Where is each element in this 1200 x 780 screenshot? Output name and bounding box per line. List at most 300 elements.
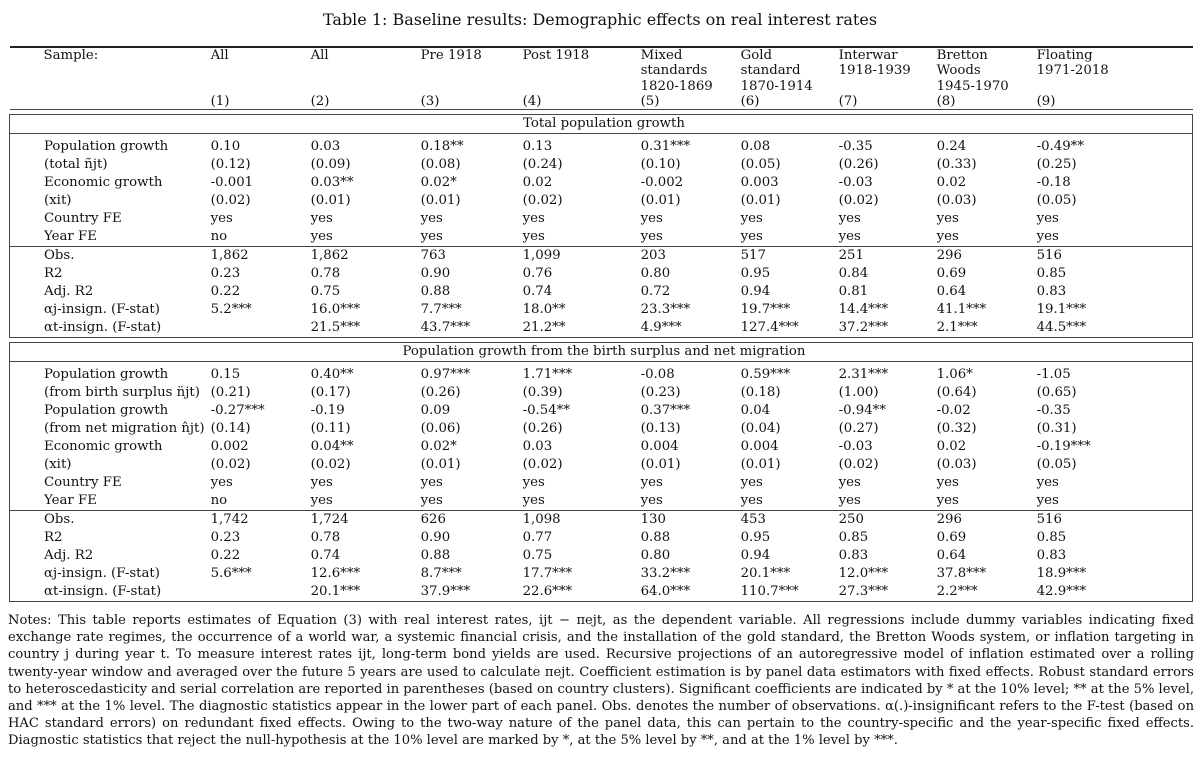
stat-cell: 0.64	[936, 548, 967, 564]
table-row	[10, 366, 1193, 384]
table-cell: no	[210, 229, 228, 245]
table-cell: -0.49**	[1031, 138, 1193, 156]
table-cell: (0.01)	[420, 457, 461, 473]
stat-cell: 20.1***	[305, 583, 415, 602]
stat-cell: 12.0***	[838, 566, 889, 582]
stat-cell: 0.78	[310, 530, 341, 546]
stat-cell: 250	[833, 511, 931, 530]
table-cell: -0.03	[838, 175, 873, 191]
table-cell: 0.004	[740, 439, 779, 455]
column-header: Bretton	[931, 47, 1031, 63]
table-cell: 0.59***	[740, 367, 791, 383]
table-cell: (1.00)	[838, 385, 879, 401]
table-row	[10, 438, 1193, 456]
stat-label: Obs.	[10, 247, 205, 266]
table-cell: (0.14)	[210, 421, 251, 437]
table-row	[10, 228, 1193, 247]
table-cell: yes	[310, 229, 333, 245]
stat-row	[10, 319, 1193, 338]
table-cell: yes	[420, 493, 443, 509]
stat-cell: 0.83	[1031, 283, 1193, 301]
stat-cell: 130	[635, 511, 735, 530]
table-row	[10, 456, 1193, 474]
column-header: Interwar	[833, 47, 931, 63]
table-cell: -0.27***	[210, 403, 265, 419]
stat-cell: 1,099	[517, 247, 635, 266]
stat-cell: 2.2***	[931, 583, 1031, 602]
stat-label: Obs.	[10, 511, 205, 530]
stat-cell: 0.80	[640, 266, 671, 282]
column-number: (7)	[833, 94, 931, 110]
stat-cell: 0.95	[740, 266, 771, 282]
column-header: Woods	[936, 63, 981, 79]
stat-row	[10, 511, 1193, 530]
stat-cell: 33.2***	[640, 566, 691, 582]
row-label: (from net migration n̂jt)	[10, 420, 205, 438]
column-header: standard	[740, 63, 801, 79]
stat-cell: 763	[415, 247, 517, 266]
table-cell: -0.19***	[1031, 438, 1193, 456]
stat-row	[10, 265, 1193, 283]
stat-cell: 14.4***	[838, 302, 889, 318]
table-row	[10, 192, 1193, 210]
table-cell: (0.02)	[838, 193, 879, 209]
table-cell: yes	[522, 229, 545, 245]
stat-cell: 22.6***	[517, 583, 635, 602]
table-cell: 0.04**	[310, 439, 354, 455]
column-header: 1870-1914	[740, 78, 813, 94]
table-cell: 0.13	[522, 139, 553, 155]
stat-cell: 0.23	[210, 530, 241, 546]
header-label: Sample:	[10, 47, 205, 63]
table-cell: (0.17)	[310, 385, 351, 401]
table-cell: yes	[210, 211, 233, 227]
column-header: 1945-1970	[936, 78, 1009, 94]
stat-cell: 0.64	[936, 284, 967, 300]
table-cell: (0.25)	[1031, 156, 1193, 174]
table-cell: yes	[838, 475, 861, 491]
table-cell: yes	[522, 475, 545, 491]
table-cell: (0.31)	[1031, 420, 1193, 438]
stat-cell: 251	[833, 247, 931, 266]
row-label: Population growth	[10, 138, 205, 156]
panel-title: Population growth from the birth surplus and net migration	[10, 343, 1193, 362]
column-header: 1971-2018	[1036, 63, 1109, 79]
stat-cell: 27.3***	[833, 583, 931, 602]
row-label: (from birth surplus n̈jt)	[10, 384, 205, 402]
table-cell: (0.39)	[522, 385, 563, 401]
column-number: (2)	[305, 94, 415, 110]
table-cell: yes	[1031, 492, 1193, 511]
table-cell: (0.32)	[936, 421, 977, 437]
stat-cell: 0.83	[838, 548, 869, 564]
stat-cell: 0.72	[640, 284, 671, 300]
stat-cell: 20.1***	[740, 566, 791, 582]
stat-label: R2	[10, 265, 205, 283]
row-label: Economic growth	[10, 438, 205, 456]
column-number: (1)	[205, 94, 305, 110]
column-header: All	[205, 47, 305, 63]
table-cell: -0.03	[838, 439, 873, 455]
table-cell: -0.19	[310, 403, 345, 419]
stat-cell: 0.75	[310, 284, 341, 300]
table-cell: (0.02)	[210, 457, 251, 473]
panel-title: Total population growth	[10, 115, 1193, 134]
table-cell: yes	[522, 493, 545, 509]
row-label: Population growth	[10, 402, 205, 420]
stat-cell: 0.69	[936, 266, 967, 282]
stat-cell: 0.95	[740, 530, 771, 546]
stat-label: αt-insign. (F-stat)	[10, 583, 205, 602]
stat-cell: 0.94	[740, 548, 771, 564]
table-cell: (0.64)	[936, 385, 977, 401]
table-cell: yes	[522, 211, 545, 227]
stat-cell: 0.22	[210, 284, 241, 300]
table-cell: (0.01)	[310, 193, 351, 209]
stat-cell: 516	[1031, 511, 1193, 530]
column-header: Mixed	[635, 47, 735, 63]
table-cell: yes	[936, 211, 959, 227]
stat-cell: 16.0***	[310, 302, 361, 318]
table-cell: 0.03	[310, 139, 341, 155]
table-cell: 0.97***	[420, 367, 471, 383]
table-row	[10, 384, 1193, 402]
table-cell: yes	[640, 229, 663, 245]
table-row	[10, 402, 1193, 420]
table-cell: yes	[640, 211, 663, 227]
stat-row	[10, 565, 1193, 583]
table-cell: 0.09	[420, 403, 451, 419]
stat-cell: 18.0**	[522, 302, 566, 318]
table-row	[10, 420, 1193, 438]
table-cell: -0.02	[936, 403, 971, 419]
row-label: Population growth	[10, 366, 205, 384]
header-label	[10, 94, 205, 110]
stat-cell: 203	[635, 247, 735, 266]
table-cell: 0.08	[740, 139, 771, 155]
column-number: (6)	[735, 94, 833, 110]
stat-label: αj-insign. (F-stat)	[10, 565, 205, 583]
table-cell: 0.03	[522, 439, 553, 455]
header-row	[10, 79, 1193, 94]
table-cell: yes	[740, 211, 763, 227]
stat-cell: 37.2***	[833, 319, 931, 338]
table-cell: 0.37***	[640, 403, 691, 419]
table-cell: -0.35	[1031, 402, 1193, 420]
stat-cell: 41.1***	[936, 302, 987, 318]
table-cell: yes	[210, 475, 233, 491]
table-cell: yes	[838, 229, 861, 245]
column-header	[205, 63, 305, 78]
table-cell: yes	[310, 493, 333, 509]
stat-row	[10, 583, 1193, 602]
stat-cell: 12.6***	[310, 566, 361, 582]
table-cell: 0.003	[740, 175, 779, 191]
stat-cell: 0.85	[1031, 265, 1193, 283]
stat-cell: 296	[931, 511, 1031, 530]
stat-cell: 43.7***	[415, 319, 517, 338]
table-cell: (0.27)	[838, 421, 879, 437]
column-number: (8)	[931, 94, 1031, 110]
table-cell: yes	[310, 475, 333, 491]
column-header: Pre 1918	[415, 47, 517, 63]
table-cell: -0.18	[1031, 174, 1193, 192]
column-header: Post 1918	[517, 47, 635, 63]
table-cell: -0.94**	[838, 403, 886, 419]
table-cell: 0.002	[210, 439, 249, 455]
table-cell: (0.03)	[936, 193, 977, 209]
table-cell: yes	[838, 493, 861, 509]
table-cell: 0.04	[740, 403, 771, 419]
column-number: (4)	[517, 94, 635, 110]
column-header	[305, 79, 415, 94]
stat-cell: 19.1***	[1031, 301, 1193, 319]
row-label: Country FE	[10, 210, 205, 228]
table-cell: yes	[936, 229, 959, 245]
column-header	[415, 63, 517, 78]
panel-title-row	[10, 115, 1193, 134]
table-cell: yes	[1031, 474, 1193, 492]
column-header	[517, 79, 635, 94]
stat-cell: 1,098	[517, 511, 635, 530]
stat-cell: 1,724	[305, 511, 415, 530]
table-cell: (0.18)	[740, 385, 781, 401]
row-label: Economic growth	[10, 174, 205, 192]
stat-label: αj-insign. (F-stat)	[10, 301, 205, 319]
stat-cell	[205, 583, 305, 602]
column-header: Gold	[735, 47, 833, 63]
column-header	[1031, 79, 1193, 94]
stat-label: R2	[10, 529, 205, 547]
stat-cell: 1,862	[205, 247, 305, 266]
column-header: Floating	[1031, 47, 1193, 63]
table-cell: (0.24)	[522, 157, 563, 173]
stat-row	[10, 301, 1193, 319]
stat-cell: 517	[735, 247, 833, 266]
stat-cell: 516	[1031, 247, 1193, 266]
stat-label: Adj. R2	[10, 283, 205, 301]
stat-cell: 37.9***	[415, 583, 517, 602]
table-cell: (0.21)	[210, 385, 251, 401]
table-cell: (0.11)	[310, 421, 351, 437]
table-cell: (0.08)	[420, 157, 461, 173]
table-cell: 2.31***	[838, 367, 889, 383]
table-cell: (0.26)	[420, 385, 461, 401]
table-cell: no	[210, 493, 228, 509]
stat-cell: 0.23	[210, 266, 241, 282]
stat-cell: 0.88	[420, 284, 451, 300]
table-cell: 0.24	[936, 139, 967, 155]
table-cell: -0.35	[838, 139, 873, 155]
table-cell: yes	[310, 211, 333, 227]
table-cell: yes	[740, 493, 763, 509]
table-cell: (0.02)	[838, 457, 879, 473]
stat-cell: 37.8***	[936, 566, 987, 582]
table-cell: yes	[640, 475, 663, 491]
table-cell: 0.31***	[640, 139, 691, 155]
stat-cell: 0.88	[640, 530, 671, 546]
stat-cell: 5.6***	[210, 566, 252, 582]
table-cell: 0.15	[210, 367, 241, 383]
stat-cell: 21.5***	[305, 319, 415, 338]
table-cell: (0.02)	[310, 457, 351, 473]
table-row	[10, 174, 1193, 192]
table-cell: (0.33)	[936, 157, 977, 173]
stat-cell: 0.90	[420, 530, 451, 546]
stat-cell: 42.9***	[1031, 583, 1193, 602]
table-notes: Notes: This table reports estimates of Equation (3) with real interest rates, ijt − πejt, as the dependent variable. All regressions include dummy variables indicating fixed exchange rate regimes, the occurrence of a world war, a systemic financial crisis, and the installation of the gold standard, the Bretton Woods system, or inflation targeting in country j during year t. To measure interest rates ijt, long-term bond yields are used. Recursive projections of an autoregressive model of inflation estimated over a rolling twenty-year window and averaged over the future 5 years are used to calculate πejt. Coefficient estimation is by panel data estimators with fixed effects. Robust standard errors to heteroscedasticity and serial correlation are reported in parentheses (based on country clusters). Significant coefficients are indicated by * at the 10% level; ** at the 5% level, and *** at the 1% level. The diagnostic statistics appear in the lower part of each panel. Obs. denotes the number of observations. α(.)-insignificant refers to the F-test (based on HAC standard errors) on redundant fixed effects. Owing to the two-way nature of the panel data, this can pertain to the country-specific and the year-specific fixed effects. Diagnostic statistics that reject the null-hypothesis at the 10% level are marked by *, at the 5% level by **, and at the 1% level by ***.	[8, 613, 1194, 749]
panel-title-row	[10, 343, 1193, 362]
column-header: 1918-1939	[838, 63, 911, 79]
header-label	[10, 79, 205, 94]
column-number: (3)	[415, 94, 517, 110]
stat-cell: 7.7***	[420, 302, 462, 318]
table-row	[10, 210, 1193, 228]
stat-cell: 0.85	[838, 530, 869, 546]
stat-row	[10, 547, 1193, 565]
table-cell: 1.06*	[936, 367, 973, 383]
table-cell: (0.02)	[522, 457, 563, 473]
table-cell: (0.02)	[210, 193, 251, 209]
table-cell: (0.10)	[640, 157, 681, 173]
table-cell: 0.03**	[310, 175, 354, 191]
table-row	[10, 138, 1193, 156]
stat-row	[10, 283, 1193, 301]
table-cell: 0.18**	[420, 139, 464, 155]
stat-cell: 626	[415, 511, 517, 530]
table-cell: -1.05	[1031, 366, 1193, 384]
row-label: Country FE	[10, 474, 205, 492]
stat-cell: 8.7***	[420, 566, 462, 582]
row-label: Year FE	[10, 228, 205, 247]
table-cell: (0.05)	[1031, 456, 1193, 474]
table-cell: (0.02)	[522, 193, 563, 209]
table-cell: (0.09)	[310, 157, 351, 173]
table-cell: yes	[1031, 210, 1193, 228]
stat-cell: 0.94	[740, 284, 771, 300]
table-cell: (0.01)	[740, 457, 781, 473]
table-cell: (0.01)	[640, 457, 681, 473]
table-cell: yes	[1031, 228, 1193, 247]
column-header	[415, 79, 517, 94]
table-cell: 0.02	[936, 439, 967, 455]
stat-cell: 0.22	[210, 548, 241, 564]
stat-cell: 4.9***	[635, 319, 735, 338]
table-cell: yes	[740, 475, 763, 491]
stat-cell	[205, 319, 305, 338]
table-cell: 0.004	[640, 439, 679, 455]
stat-cell: 453	[735, 511, 833, 530]
stat-cell: 0.75	[522, 548, 553, 564]
table-cell: yes	[420, 229, 443, 245]
table-cell: yes	[420, 211, 443, 227]
stat-row	[10, 529, 1193, 547]
stat-row	[10, 247, 1193, 266]
stat-cell: 127.4***	[735, 319, 833, 338]
table-cell: -0.54**	[522, 403, 570, 419]
table-cell: (0.12)	[210, 157, 251, 173]
stat-cell: 0.76	[522, 266, 553, 282]
table-cell: 0.02	[936, 175, 967, 191]
stat-cell: 64.0***	[635, 583, 735, 602]
row-label: (xit)	[10, 192, 205, 210]
table-cell: yes	[936, 475, 959, 491]
table-cell: yes	[740, 229, 763, 245]
table-cell: -0.001	[210, 175, 254, 191]
column-number: (5)	[635, 94, 735, 110]
stat-cell: 18.9***	[1031, 565, 1193, 583]
stat-label: Adj. R2	[10, 547, 205, 565]
stat-cell: 5.2***	[210, 302, 252, 318]
stat-label: αt-insign. (F-stat)	[10, 319, 205, 338]
header-row	[10, 47, 1193, 63]
column-header	[305, 63, 415, 78]
table-cell: (0.05)	[740, 157, 781, 173]
stat-cell: 19.7***	[740, 302, 791, 318]
table-cell: (0.01)	[420, 193, 461, 209]
table-cell: (0.01)	[740, 193, 781, 209]
stat-cell: 0.80	[640, 548, 671, 564]
column-header: All	[305, 47, 415, 63]
table-row	[10, 156, 1193, 174]
table-cell: 0.02*	[420, 439, 457, 455]
stat-cell: 0.74	[522, 284, 553, 300]
stat-cell: 23.3***	[640, 302, 691, 318]
stat-cell: 0.88	[420, 548, 451, 564]
header-label	[10, 63, 205, 78]
header-row	[10, 63, 1193, 78]
stat-cell: 0.77	[522, 530, 553, 546]
stat-cell: 17.7***	[522, 566, 573, 582]
table-cell: 0.02*	[420, 175, 457, 191]
table-cell: yes	[936, 493, 959, 509]
stat-cell: 1,862	[305, 247, 415, 266]
table-cell: (0.04)	[740, 421, 781, 437]
table-cell: 0.02	[522, 175, 553, 191]
row-label: Year FE	[10, 492, 205, 511]
stat-cell: 0.78	[310, 266, 341, 282]
table-cell: (0.05)	[1031, 192, 1193, 210]
stat-cell: 0.81	[838, 284, 869, 300]
table-cell: (0.26)	[838, 157, 879, 173]
stat-cell: 21.2**	[517, 319, 635, 338]
table-cell: (0.06)	[420, 421, 461, 437]
table-cell: 0.10	[210, 139, 241, 155]
stat-cell: 2.1***	[931, 319, 1031, 338]
stat-cell: 0.84	[838, 266, 869, 282]
table-cell: (0.65)	[1031, 384, 1193, 402]
table-cell: (0.26)	[522, 421, 563, 437]
stat-cell: 1,742	[205, 511, 305, 530]
column-header	[205, 79, 305, 94]
column-header: 1820-1869	[640, 78, 713, 94]
table-cell: (0.03)	[936, 457, 977, 473]
table-row	[10, 474, 1193, 492]
table-cell: (0.13)	[640, 421, 681, 437]
table-cell: 1.71***	[522, 367, 573, 383]
table-row	[10, 492, 1193, 511]
row-label: (xit)	[10, 456, 205, 474]
table-cell: -0.002	[640, 175, 684, 191]
stat-cell: 0.83	[1031, 547, 1193, 565]
stat-cell: 44.5***	[1031, 319, 1193, 338]
column-number: (9)	[1031, 94, 1193, 110]
stat-cell: 110.7***	[735, 583, 833, 602]
stat-cell: 296	[931, 247, 1031, 266]
table-cell: (0.23)	[640, 385, 681, 401]
table-cell: (0.01)	[640, 193, 681, 209]
stat-cell: 0.90	[420, 266, 451, 282]
